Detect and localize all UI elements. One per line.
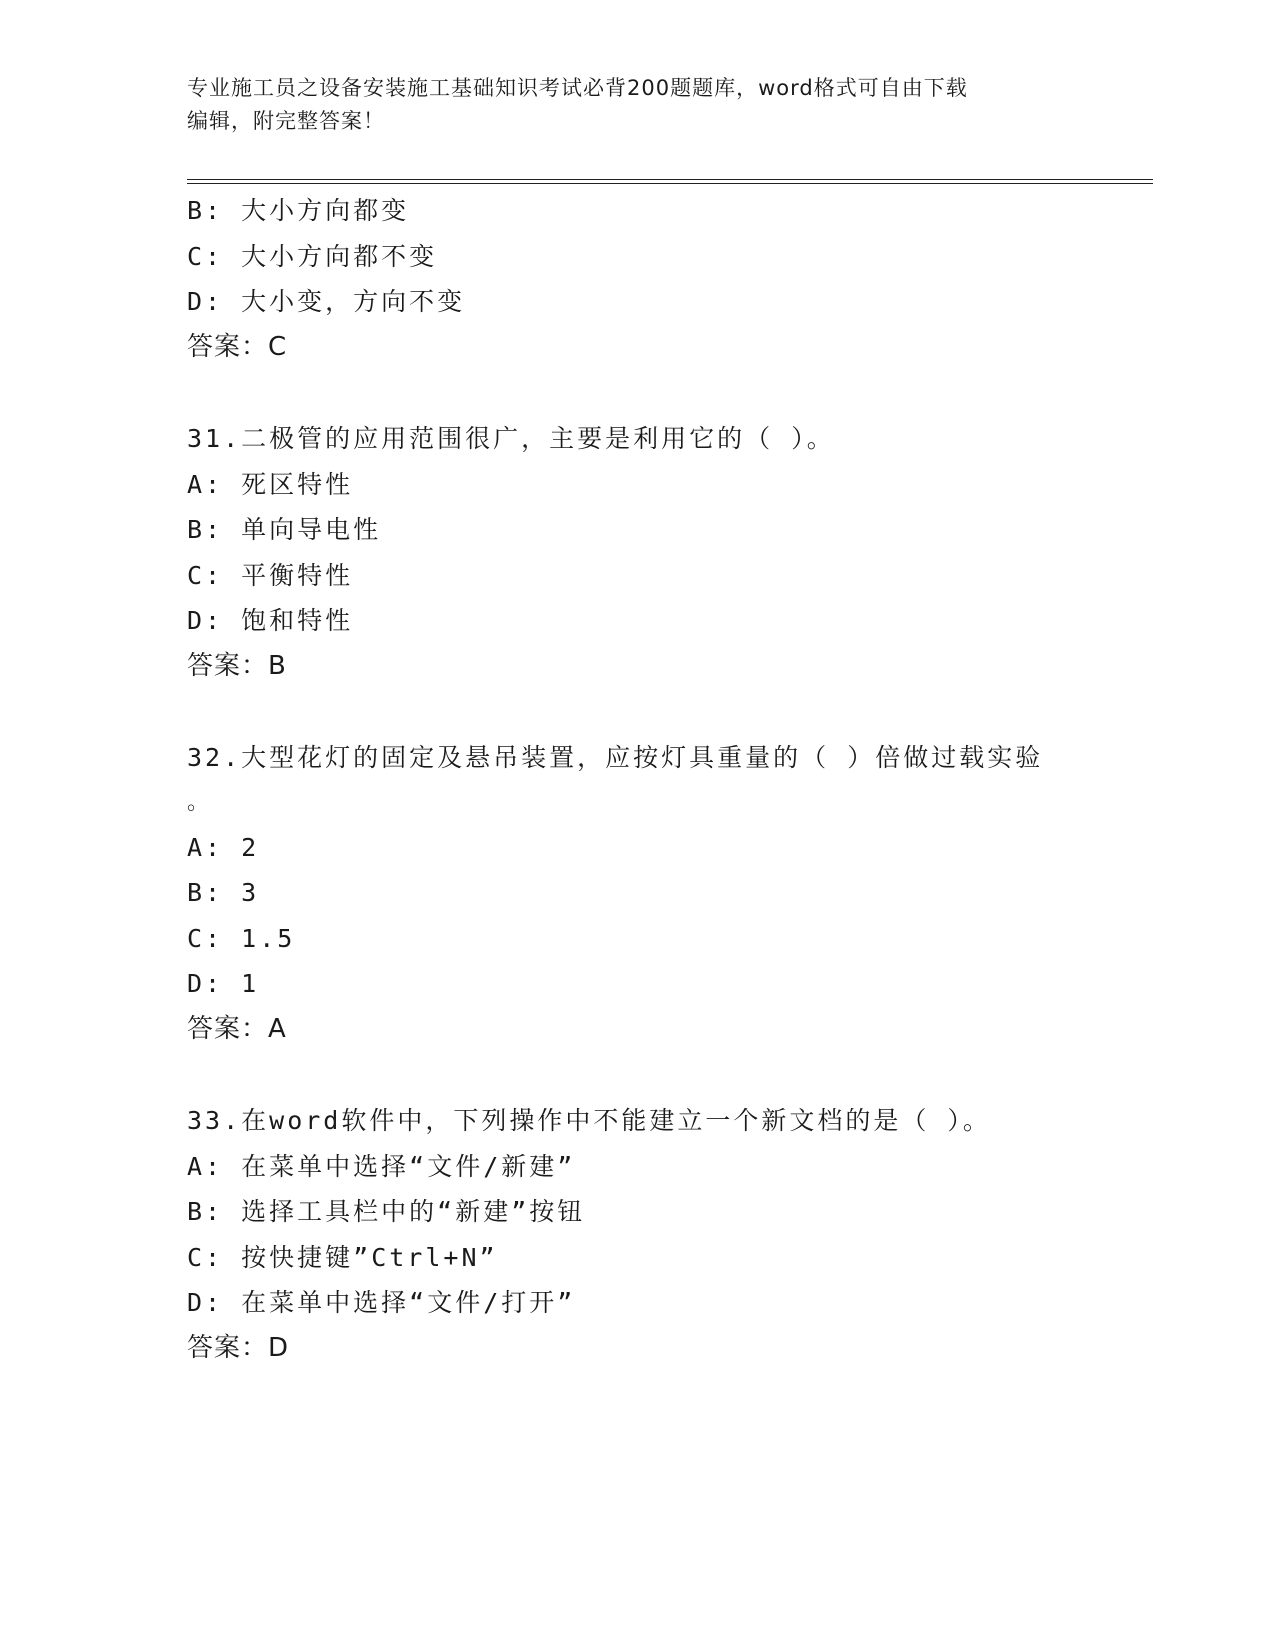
option-c: C: 平衡特性 xyxy=(187,560,354,590)
option-b: B: 选择工具栏中的“新建”按钮 xyxy=(187,1197,586,1226)
header-title-line-2: 编辑，附完整答案！ xyxy=(187,109,385,133)
header-title-line-1: 专业施工员之设备安装施工基础知识考试必背200题题库，word格式可自由下载 xyxy=(187,76,968,100)
question-31 xyxy=(187,416,1153,689)
option-b: B: 大小方向都变 xyxy=(187,196,410,225)
option-b: B: 单向导电性 xyxy=(187,515,382,544)
answer-line: 答案：C xyxy=(187,331,288,362)
option-d: D: 在菜单中选择“文件/打开” xyxy=(187,1288,576,1317)
answer-line: 答案：A xyxy=(187,1013,287,1044)
question-stem-continuation: 。 xyxy=(187,789,213,815)
question-stem: 33.在word软件中，下列操作中不能建立一个新文档的是（ ）。 xyxy=(187,1106,991,1135)
question-32 xyxy=(187,735,1153,1052)
header-divider-top xyxy=(187,179,1153,180)
option-c: C: 1.5 xyxy=(187,923,296,953)
option-d: D: 大小变，方向不变 xyxy=(187,287,466,316)
answer-line: 答案：D xyxy=(187,1332,290,1363)
spacer xyxy=(187,1052,1153,1098)
spacer xyxy=(187,370,1153,416)
option-c: C: 按快捷键”Ctrl+N” xyxy=(187,1242,498,1272)
header-divider-bottom xyxy=(187,183,1153,184)
question-33 xyxy=(187,1098,1153,1371)
option-d: D: 1 xyxy=(187,969,260,998)
answer-line: 答案：B xyxy=(187,650,287,681)
option-a: A: 在菜单中选择“文件/新建” xyxy=(187,1151,576,1181)
option-a: A: 2 xyxy=(187,832,260,862)
document-header xyxy=(187,72,1087,138)
spacer xyxy=(187,689,1153,735)
document-body xyxy=(187,188,1153,1371)
option-b: B: 3 xyxy=(187,878,260,907)
option-c: C: 大小方向都不变 xyxy=(187,241,438,271)
question-stem: 31.二极管的应用范围很广，主要是利用它的（ ）。 xyxy=(187,424,835,453)
option-a: A: 死区特性 xyxy=(187,469,354,499)
prev-question-tail xyxy=(187,188,1153,370)
option-d: D: 饱和特性 xyxy=(187,606,354,635)
question-stem: 32.大型花灯的固定及悬吊装置，应按灯具重量的（ ）倍做过载实验 xyxy=(187,743,1044,772)
